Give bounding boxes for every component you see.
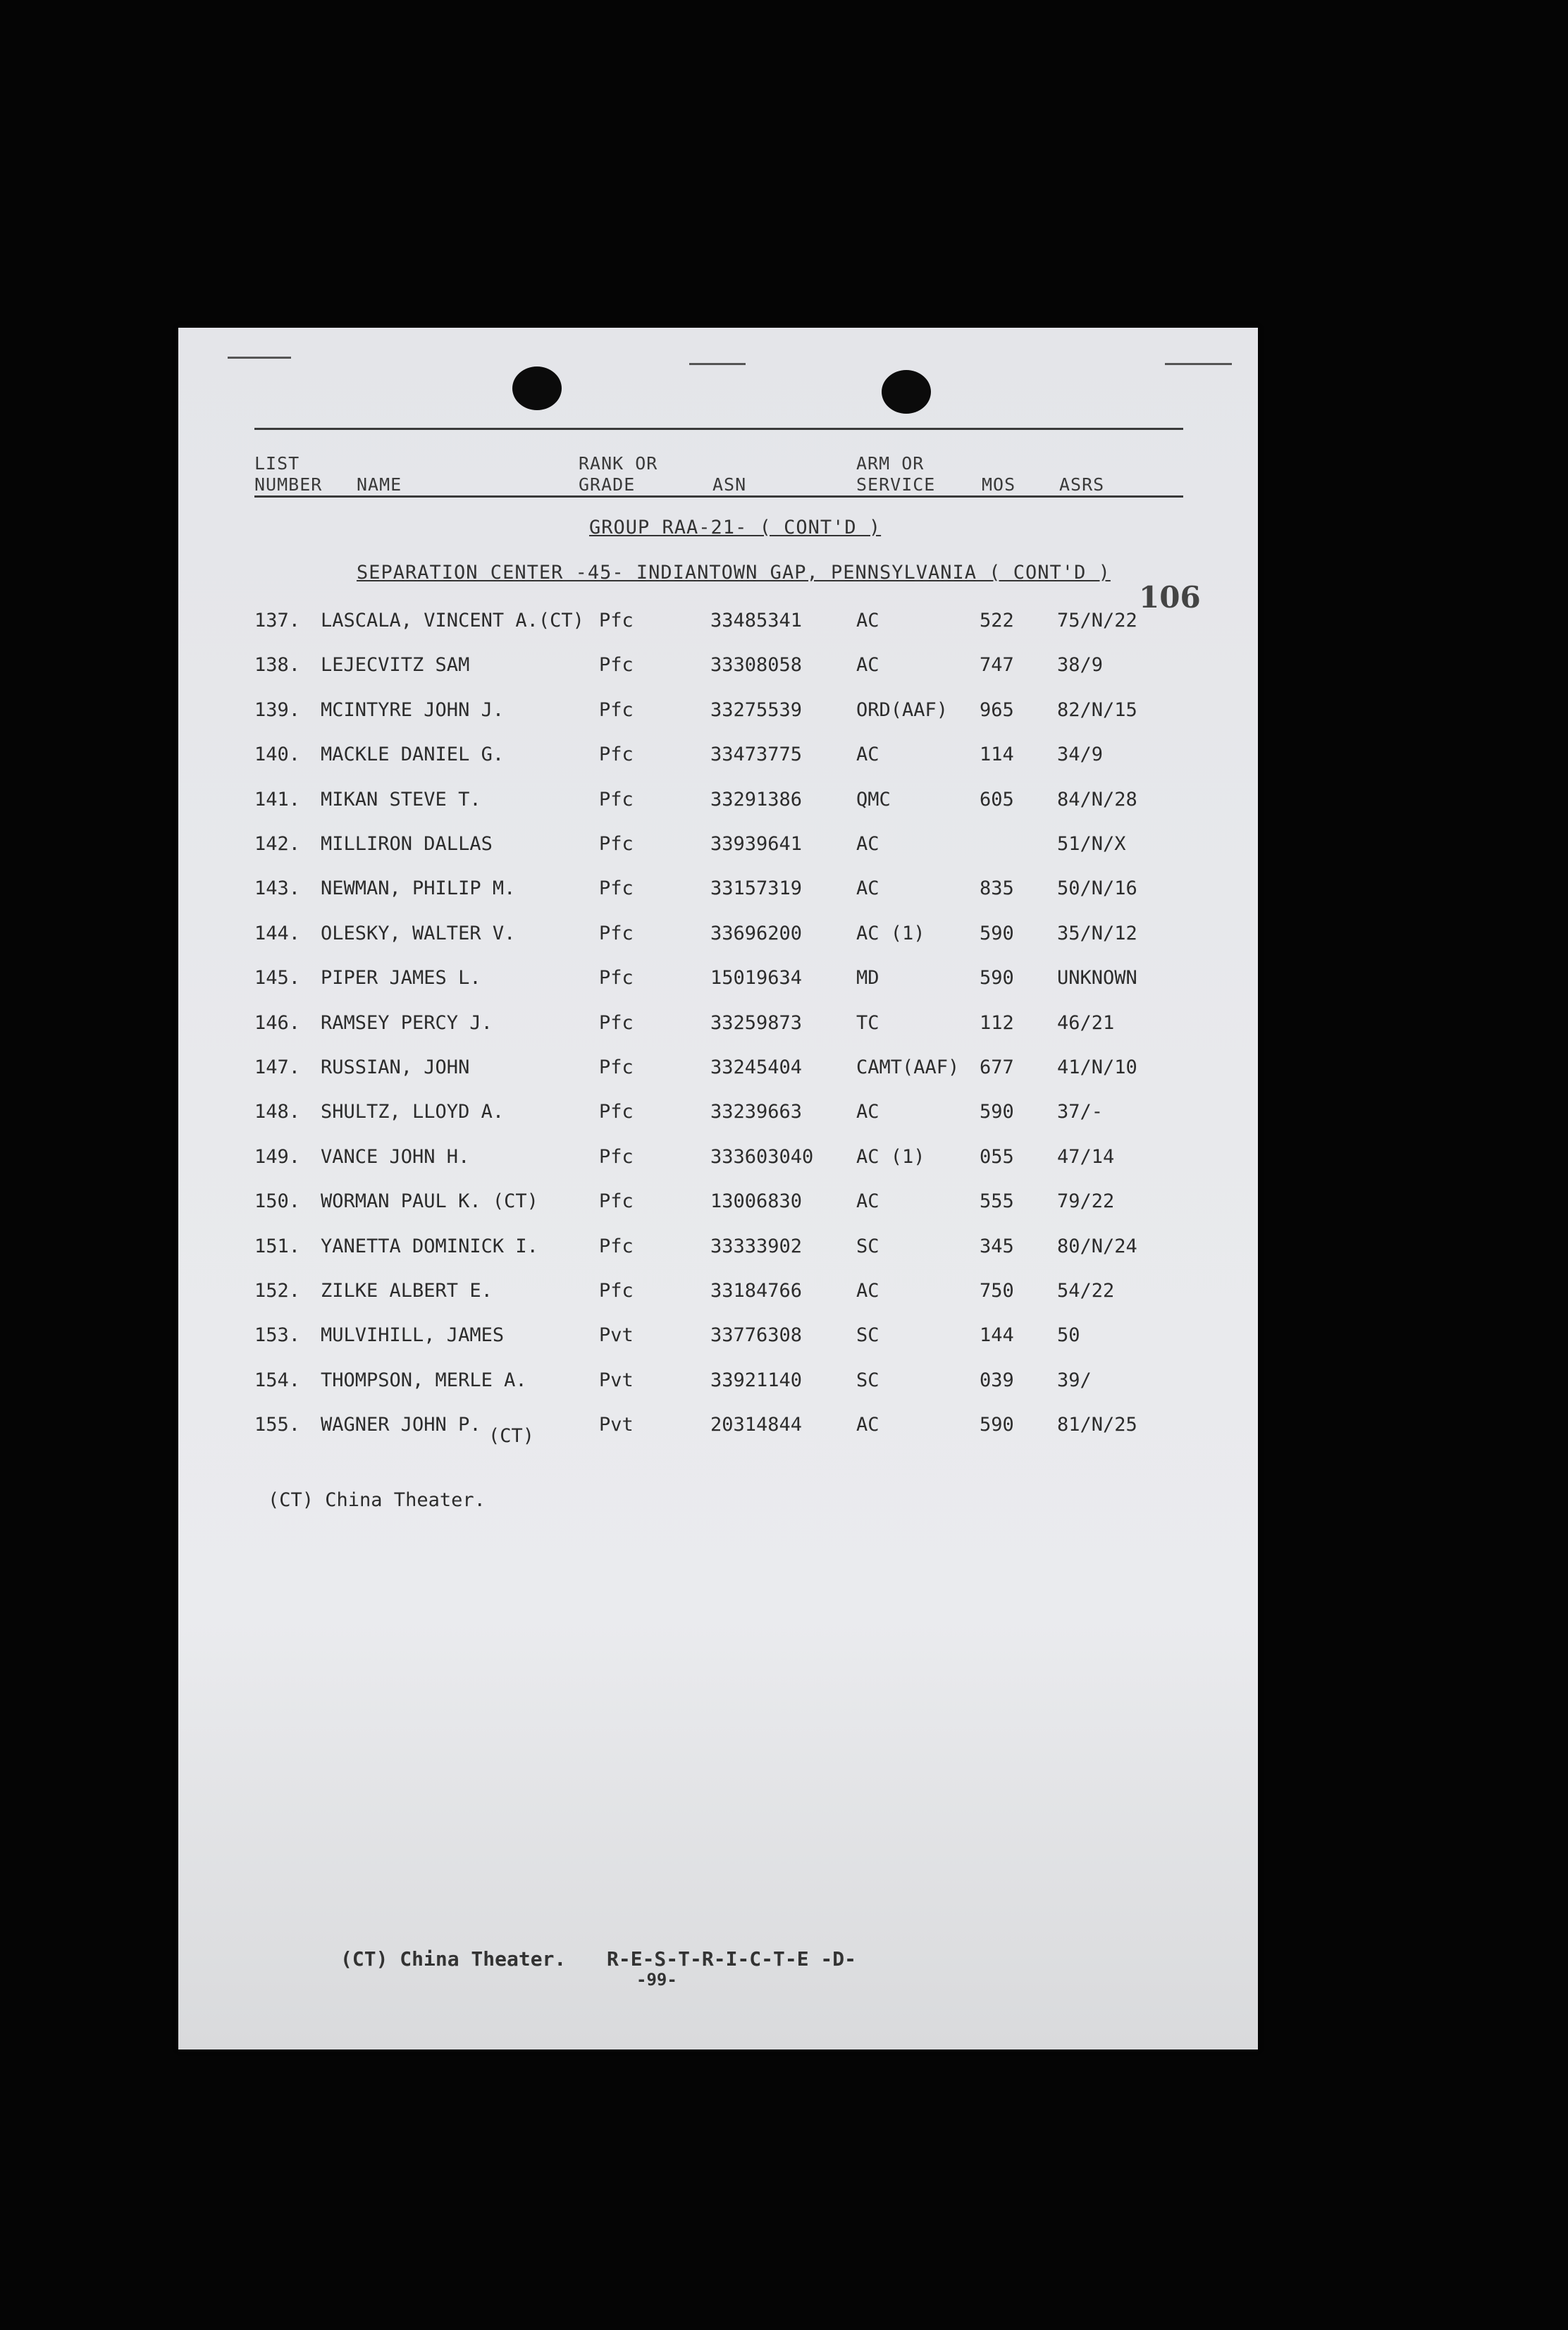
cell-rank: Pfc — [599, 744, 634, 766]
cell-asn: 33485341 — [710, 610, 803, 631]
header-asn: ASN — [712, 474, 747, 495]
cell-name: RUSSIAN, JOHN — [321, 1056, 470, 1078]
table-row — [178, 744, 1258, 772]
cell-num: 144. — [254, 922, 301, 944]
cell-name: MILLIRON DALLAS — [321, 833, 493, 855]
cell-rank: Pfc — [599, 788, 634, 810]
cell-rank: Pfc — [599, 1280, 634, 1302]
cell-num: 150. — [254, 1190, 301, 1213]
cell-num: 146. — [254, 1011, 301, 1034]
cell-mos: 112 — [980, 1011, 1014, 1034]
cell-asrs: 41/N/10 — [1057, 1056, 1137, 1078]
table-row — [178, 1190, 1258, 1219]
table-row — [178, 610, 1258, 638]
cell-name: PIPER JAMES L. — [321, 967, 481, 990]
table-row — [178, 789, 1258, 817]
cell-asn: 33239663 — [710, 1101, 803, 1123]
header-top-rule — [254, 428, 1183, 430]
cell-name: ZILKE ALBERT E. — [321, 1280, 493, 1302]
cell-ct: (CT) — [488, 1425, 535, 1448]
cell-asn: 33245404 — [710, 1056, 803, 1078]
cell-arm: QMC — [856, 788, 891, 810]
cell-asrs: 39/ — [1057, 1369, 1092, 1391]
cell-asn: 33333902 — [710, 1235, 803, 1257]
cell-asn: 333603040 — [710, 1145, 814, 1168]
cell-mos: 114 — [980, 744, 1014, 766]
cell-mos: 965 — [980, 698, 1014, 721]
cell-asn: 33157319 — [710, 877, 803, 900]
cell-name: OLESKY, WALTER V. — [321, 922, 516, 944]
table-row — [178, 1101, 1258, 1129]
cell-rank: Pvt — [599, 1414, 634, 1436]
cell-mos: 750 — [980, 1280, 1014, 1302]
cell-mos: 555 — [980, 1190, 1014, 1213]
cell-arm: AC — [856, 877, 879, 900]
cell-rank: Pfc — [599, 1235, 634, 1257]
cell-num: 140. — [254, 744, 301, 766]
cell-asrs: 82/N/15 — [1057, 698, 1137, 721]
cell-rank: Pfc — [599, 922, 634, 944]
document-page — [178, 328, 1258, 2049]
cell-mos: 605 — [980, 788, 1014, 810]
cell-arm: AC — [856, 1101, 879, 1123]
cell-num: 141. — [254, 788, 301, 810]
cell-asn: 33184766 — [710, 1280, 803, 1302]
cell-name: MIKAN STEVE T. — [321, 788, 481, 810]
cell-arm: AC — [856, 610, 879, 631]
cell-arm: CAMT(AAF) — [856, 1056, 960, 1078]
cell-rank: Pfc — [599, 877, 634, 900]
cell-name: SHULTZ, LLOYD A. — [321, 1101, 505, 1123]
cell-mos: 055 — [980, 1145, 1014, 1168]
footer-note: (CT) China Theater. — [340, 1947, 567, 1971]
punch-hole — [882, 370, 931, 414]
cell-arm: SC — [856, 1324, 879, 1347]
cell-asrs: 81/N/25 — [1057, 1414, 1137, 1436]
table-row — [178, 877, 1258, 906]
cell-asn: 33259873 — [710, 1011, 803, 1034]
cell-mos: 590 — [980, 1101, 1014, 1123]
cell-asn: 33696200 — [710, 922, 803, 944]
cell-mos: 590 — [980, 922, 1014, 944]
cell-name: WORMAN PAUL K. (CT) — [321, 1190, 538, 1213]
cell-name: NEWMAN, PHILIP M. — [321, 877, 516, 900]
table-row — [178, 1324, 1258, 1352]
cell-asn: 13006830 — [710, 1190, 803, 1213]
cell-rank: Pvt — [599, 1324, 634, 1347]
cell-mos: 590 — [980, 1414, 1014, 1436]
header-mos: MOS — [982, 474, 1016, 495]
cell-arm: ORD(AAF) — [856, 698, 949, 721]
cell-asrs: 80/N/24 — [1057, 1235, 1137, 1257]
cell-asn: 33776308 — [710, 1324, 803, 1347]
cell-name: RAMSEY PERCY J. — [321, 1011, 493, 1034]
cell-asrs: 84/N/28 — [1057, 788, 1137, 810]
cell-name: LASCALA, VINCENT A.(CT) — [321, 610, 584, 631]
cell-rank: Pfc — [599, 610, 634, 631]
cell-asrs: 46/21 — [1057, 1011, 1115, 1034]
staple-mark — [228, 357, 291, 359]
cell-num: 139. — [254, 698, 301, 721]
cell-mos: 144 — [980, 1324, 1014, 1347]
cell-asrs: 47/14 — [1057, 1145, 1115, 1168]
cell-asrs: 35/N/12 — [1057, 922, 1137, 944]
cell-name: LEJECVITZ SAM — [321, 654, 470, 677]
cell-mos: 522 — [980, 610, 1014, 631]
header-arm: ARM OR SERVICE — [856, 453, 936, 495]
cell-num: 137. — [254, 610, 301, 631]
table-row — [178, 1146, 1258, 1174]
cell-arm: AC — [856, 654, 879, 677]
cell-num: 149. — [254, 1145, 301, 1168]
header-asrs: ASRS — [1059, 474, 1105, 495]
cell-rank: Pfc — [599, 1011, 634, 1034]
cell-asn: 15019634 — [710, 967, 803, 990]
cell-asrs: 79/22 — [1057, 1190, 1115, 1213]
cell-asrs: 38/9 — [1057, 654, 1104, 677]
staple-mark — [689, 363, 746, 365]
cell-num: 152. — [254, 1280, 301, 1302]
staple-mark — [1165, 363, 1232, 365]
cell-arm: AC — [856, 1414, 879, 1436]
cell-num: 153. — [254, 1324, 301, 1347]
cell-name: THOMPSON, MERLE A. — [321, 1369, 527, 1391]
cell-name: MULVIHILL, JAMES — [321, 1324, 505, 1347]
cell-rank: Pfc — [599, 1145, 634, 1168]
cell-asn: 33939641 — [710, 833, 803, 855]
cell-num: 147. — [254, 1056, 301, 1078]
cell-name: MACKLE DANIEL G. — [321, 744, 505, 766]
table-row — [178, 833, 1258, 861]
cell-name: VANCE JOHN H. — [321, 1145, 470, 1168]
table-row — [178, 1056, 1258, 1085]
punch-hole — [512, 366, 562, 410]
table-row — [178, 1235, 1258, 1264]
cell-mos: 677 — [980, 1056, 1014, 1078]
group-title: GROUP RAA-21- ( CONT'D ) — [589, 517, 882, 538]
cell-mos: 835 — [980, 877, 1014, 900]
restricted-marking: R-E-S-T-R-I-C-T-E -D- — [607, 1947, 857, 1971]
cell-arm: AC — [856, 1280, 879, 1302]
cell-asrs: 34/9 — [1057, 744, 1104, 766]
table-row — [178, 967, 1258, 995]
cell-asn: 33308058 — [710, 654, 803, 677]
table-row — [178, 1280, 1258, 1308]
cell-arm: SC — [856, 1369, 879, 1391]
cell-rank: Pfc — [599, 833, 634, 855]
page-number: -99- — [636, 1970, 677, 1990]
cell-arm: AC (1) — [856, 1145, 925, 1168]
cell-asrs: 75/N/22 — [1057, 610, 1137, 631]
cell-mos: 345 — [980, 1235, 1014, 1257]
cell-arm: SC — [856, 1235, 879, 1257]
cell-num: 142. — [254, 833, 301, 855]
cell-arm: AC — [856, 833, 879, 855]
table-row — [178, 654, 1258, 682]
cell-mos: 747 — [980, 654, 1014, 677]
cell-rank: Pfc — [599, 1101, 634, 1123]
cell-asn: 33275539 — [710, 698, 803, 721]
cell-name: MCINTYRE JOHN J. — [321, 698, 505, 721]
cell-num: 154. — [254, 1369, 301, 1391]
footnote: (CT) China Theater. — [268, 1489, 486, 1511]
table-row — [178, 923, 1258, 951]
cell-mos: 039 — [980, 1369, 1014, 1391]
cell-mos: 590 — [980, 967, 1014, 990]
cell-asn: 33921140 — [710, 1369, 803, 1391]
cell-num: 155. — [254, 1414, 301, 1436]
cell-arm: AC — [856, 1190, 879, 1213]
cell-asrs: 37/- — [1057, 1101, 1104, 1123]
header-list-number: LIST NUMBER — [254, 453, 323, 495]
cell-rank: Pfc — [599, 1056, 634, 1078]
cell-rank: Pvt — [599, 1369, 634, 1391]
cell-num: 145. — [254, 967, 301, 990]
cell-rank: Pfc — [599, 654, 634, 677]
header-bottom-rule — [254, 495, 1183, 498]
cell-rank: Pfc — [599, 1190, 634, 1213]
cell-asrs: 54/22 — [1057, 1280, 1115, 1302]
page-stamp: 106 — [1139, 580, 1201, 615]
table-row — [178, 699, 1258, 727]
cell-asn: 33291386 — [710, 788, 803, 810]
cell-rank: Pfc — [599, 967, 634, 990]
cell-arm: MD — [856, 967, 879, 990]
cell-num: 151. — [254, 1235, 301, 1257]
cell-num: 148. — [254, 1101, 301, 1123]
table-row — [178, 1369, 1258, 1398]
cell-asrs: 50 — [1057, 1324, 1080, 1347]
cell-name: YANETTA DOMINICK I. — [321, 1235, 538, 1257]
cell-arm: AC — [856, 744, 879, 766]
separation-center-title: SEPARATION CENTER -45- INDIANTOWN GAP, PENNSYLVANIA ( CONT'D ) — [357, 562, 1111, 584]
cell-asrs: 50/N/16 — [1057, 877, 1137, 900]
cell-arm: AC (1) — [856, 922, 925, 944]
table-row — [178, 1414, 1258, 1448]
table-row — [178, 1012, 1258, 1040]
cell-asrs: UNKNOWN — [1057, 967, 1137, 990]
cell-arm: TC — [856, 1011, 879, 1034]
cell-num: 143. — [254, 877, 301, 900]
header-name: NAME — [357, 474, 402, 495]
cell-num: 138. — [254, 654, 301, 677]
cell-rank: Pfc — [599, 698, 634, 721]
cell-asn: 20314844 — [710, 1414, 803, 1436]
cell-asrs: 51/N/X — [1057, 833, 1126, 855]
cell-name: WAGNER JOHN P. — [321, 1414, 481, 1436]
header-rank: RANK OR GRADE — [579, 453, 658, 495]
cell-asn: 33473775 — [710, 744, 803, 766]
